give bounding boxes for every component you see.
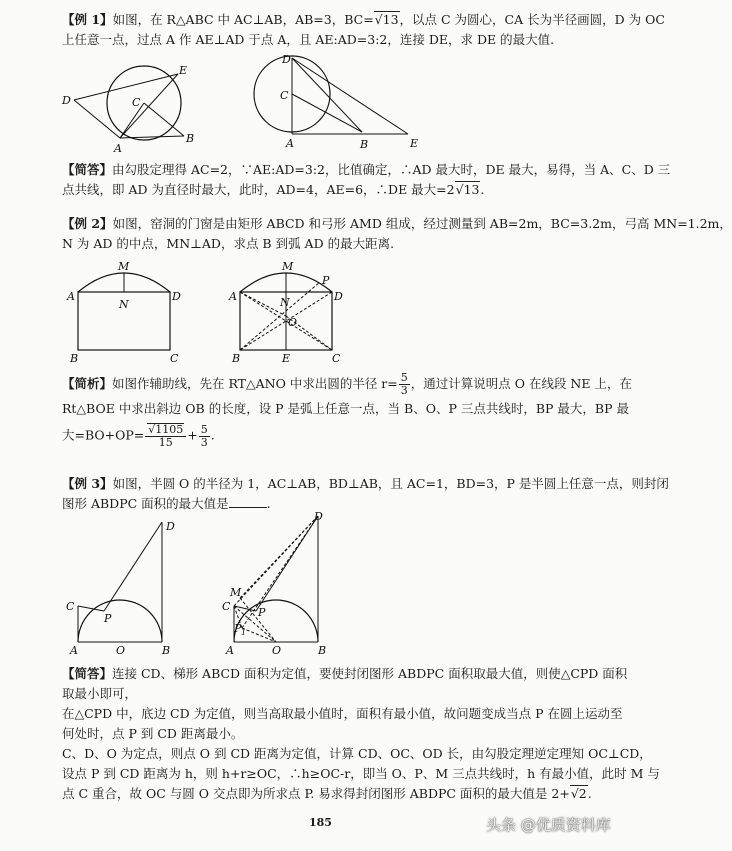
svg-text:C: C xyxy=(332,352,341,365)
svg-text:B: B xyxy=(186,132,195,145)
svg-text:B: B xyxy=(162,644,171,657)
svg-text:C: C xyxy=(66,600,75,613)
svg-text:D: D xyxy=(334,290,343,303)
svg-text:B: B xyxy=(70,352,79,365)
bo-fraction: √ $\frac{1105}{15}$ xyxy=(145,423,186,449)
figure-2-right xyxy=(228,258,358,368)
svg-text:E: E xyxy=(410,137,419,150)
svg-text:P: P xyxy=(322,274,330,287)
svg-text:A: A xyxy=(67,290,75,303)
svg-text:C: C xyxy=(132,96,141,109)
svg-text:B: B xyxy=(360,138,369,151)
example-1: 【例 1】如图，在 R△ABC 中 AC⊥AB，AB=3，BC=√ 13，以点 C 为圆心，CA 长为半径画圆，D 为 OC 上任意一点，过点 A 作 AE⊥AD 于点 A，且 AE:AD=3:2，连接 DE，求 DE 的最大值. xyxy=(62,10,628,50)
svg-text:A: A xyxy=(286,137,294,150)
svg-text:M: M xyxy=(230,586,242,599)
answer-2-label: 【简析】 xyxy=(62,376,113,391)
svg-text:C: C xyxy=(170,352,179,365)
answer-3-label: 【简答】 xyxy=(62,666,113,681)
svg-text:C: C xyxy=(222,600,231,613)
op-fraction: $\frac{5}{3}$ xyxy=(200,422,208,449)
svg-text:C: C xyxy=(280,89,289,102)
svg-text:B: B xyxy=(232,352,241,365)
svg-text:A: A xyxy=(70,644,78,657)
svg-text:1: 1 xyxy=(241,628,247,637)
example-2: 【例 2】如图，窑洞的门窗是由矩形 ABCD 和弓形 AMD 组成，经过测量到 AB=2m，BC=3.2m，弓高 MN=1.2m， N 为 AD 的中点，MN⊥AD，求点 B 到弧 AD 的最大距离. xyxy=(62,216,732,251)
svg-text:E: E xyxy=(282,352,291,365)
answer-1: 【简答】由勾股定理得 AC=2，∵AE:AD=3:2，比值确定，∴AD 最大时，DE 最大，易得，当 A、C、D 三 点共线，即 AD 为直径时最大，此时，AD=4，AE=6，∴DE 最大=2√ 13. xyxy=(62,160,628,200)
svg-text:D: D xyxy=(62,94,71,107)
svg-text:D: D xyxy=(166,520,175,533)
svg-text:M: M xyxy=(282,260,294,273)
svg-text:B: B xyxy=(318,644,327,657)
svg-text:P: P xyxy=(104,612,112,625)
answer-2: 【简析】如图作辅助线，先在 RT△ANO 中求出圆的半径 r= $\frac{5}{3}$ ，通过计算说明点 O 在线段 NE 上，在 Rt△BOE 中求出斜边 OB 的长度，设 P 是弧上任意一点，当 B、O、P 三点共线时，BP 最大，BP 最 大=BO+OP= √ $\frac{1105}{15}$ + $\frac{5}{3}$ . xyxy=(62,372,628,449)
svg-text:O: O xyxy=(116,644,126,657)
figure-3-right xyxy=(220,510,350,660)
svg-text:E: E xyxy=(179,64,188,77)
svg-text:N: N xyxy=(280,296,290,309)
figure-3-left xyxy=(64,518,194,658)
svg-text:P: P xyxy=(234,622,242,635)
figure-1-left xyxy=(62,58,212,158)
example-3-label: 【例 3】 xyxy=(62,476,113,491)
svg-text:O: O xyxy=(288,316,298,329)
svg-text:M: M xyxy=(118,260,130,273)
example-2-label: 【例 2】 xyxy=(62,216,113,231)
example-3: 【例 3】如图，半圆 O 的半径为 1，AC⊥AB，BD⊥AB，且 AC=1，BD=3，P 是半圆上任意一点，则封闭 图形 ABDPC 面积的最大值是 . xyxy=(62,476,669,511)
svg-text:D: D xyxy=(172,290,181,303)
radius-fraction: $\frac{5}{3}$ xyxy=(400,371,408,397)
answer-1-label: 【简答】 xyxy=(62,162,113,177)
svg-text:P: P xyxy=(258,606,266,619)
example-1-label: 【例 1】 xyxy=(62,12,113,27)
svg-text:D: D xyxy=(314,510,323,523)
svg-text:N: N xyxy=(119,298,129,311)
svg-text:O: O xyxy=(272,644,282,657)
svg-text:A: A xyxy=(229,290,237,303)
watermark: 头条 @优质资料库 xyxy=(486,816,611,834)
page-number: 185 xyxy=(309,816,332,829)
svg-text:A: A xyxy=(114,142,122,155)
figure-1-right xyxy=(248,54,428,154)
answer-blank xyxy=(229,495,267,508)
figure-2-left xyxy=(66,258,196,368)
svg-text:A: A xyxy=(226,644,234,657)
answer-3: 【简答】连接 CD、梯形 ABCD 面积为定值，要使封闭图形 ABDPC 面积取最大值，则使△CPD 面积 取最小即可， 在△CPD 中，底边 CD 为定值，则当高取最小值时，面积有最小值，故问题变成当点 P 在圆上运动至 何处时，点 P 到 CD 距离最小。 C、D、O 为定点，则点 O 到 CD 距离为定值，计算 CD、OC、OD 长，由勾股定理逆定理知 OC⊥CD， 设点 P 到 CD 距离为 h，则 h+r≥OC，∴h≥OC-r，即当 O、P、M 三点共线时，h 有最小值，此时 M 与 点 C 重合，故 OC 与圆 O 交点即为所求点 P. 易求得封闭图形 ABDPC 面积的最大值是 2+√ 2. xyxy=(62,664,628,804)
svg-text:D: D xyxy=(282,53,291,66)
